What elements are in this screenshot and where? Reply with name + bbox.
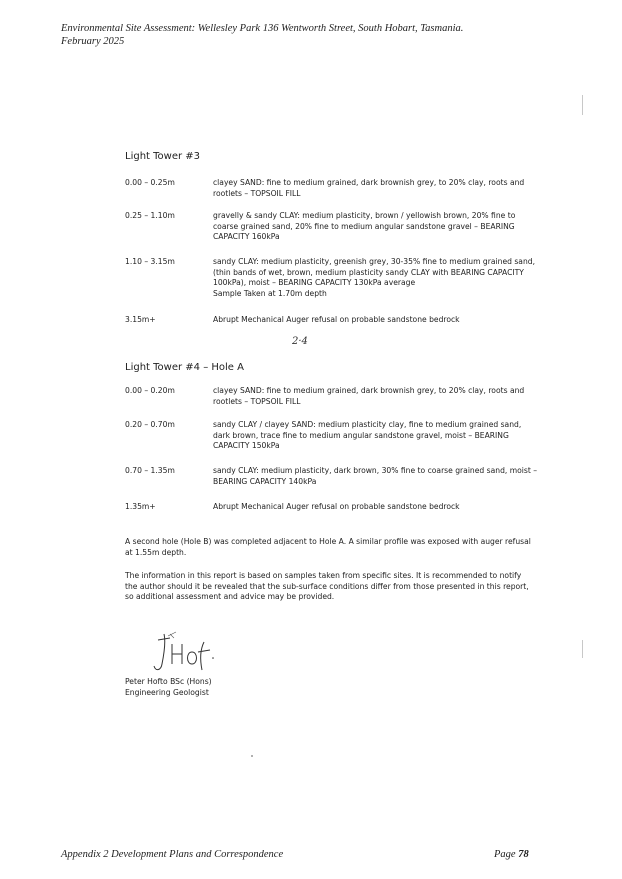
depth-range: 0.20 – 0.70m — [125, 420, 175, 429]
sample-note: Sample Taken at 1.70m depth — [213, 288, 327, 298]
depth-range: 1.35m+ — [125, 502, 156, 511]
scan-edge-mark — [582, 95, 583, 115]
document-header — [61, 22, 581, 48]
depth-range: 0.70 – 1.35m — [125, 466, 175, 475]
tower3-title: Light Tower #3 — [125, 151, 201, 162]
footer-page — [494, 849, 529, 860]
depth-range: 0.00 – 0.25m — [125, 178, 175, 187]
soil-description: Abrupt Mechanical Auger refusal on probable sandstone bedrock — [213, 502, 460, 511]
soil-description: sandy CLAY / clayey SAND: medium plasticity clay, fine to medium grained sand, dark brown, trace fine to medium angular sandstone gravel, moist – BEARING CAPACITY 150kPa — [213, 420, 522, 450]
hole-b-paragraph: A second hole (Hole B) was completed adjacent to Hole A. A similar profile was exposed with auger refusal at 1.55m depth. — [125, 537, 531, 557]
footer-appendix: Appendix 2 Development Plans and Correspondence — [61, 849, 284, 860]
depth-range: 0.25 – 1.10m — [125, 211, 175, 220]
handwritten-note: 2·4 — [292, 336, 308, 347]
page-label: Page — [494, 849, 516, 860]
soil-description — [213, 257, 538, 299]
depth-range: 1.10 – 3.15m — [125, 257, 175, 266]
depth-range: 3.15m+ — [125, 315, 156, 324]
author-name: Peter Hofto BSc (Hons) — [125, 677, 212, 686]
signature — [150, 630, 220, 678]
header-title: Environmental Site Assessment: Wellesley Park 136 Wentworth Street, South Hobart, Tasmania. — [61, 23, 464, 34]
soil-description: clayey SAND: fine to medium grained, dark brownish grey, to 20% clay, roots and rootlets – TOPSOIL FILL — [213, 178, 525, 198]
signoff-block — [125, 676, 212, 698]
disclaimer-paragraph: The information in this report is based on samples taken from specific sites. It is recommended to notify the author should it be revealed that the sub-surface conditions differ from those presented in this report, so additional assessment and advice may be provided. — [125, 571, 529, 601]
soil-description: sandy CLAY: medium plasticity, dark brown, 30% fine to coarse grained sand, moist – BEARING CAPACITY 140kPa — [213, 466, 538, 486]
soil-description: Abrupt Mechanical Auger refusal on probable sandstone bedrock — [213, 315, 460, 324]
scan-edge-mark — [582, 640, 583, 658]
page-number: 78 — [518, 849, 529, 860]
soil-description: clayey SAND: fine to medium grained, dark brownish grey, to 20% clay, roots and rootlets – TOPSOIL FILL — [213, 386, 525, 406]
header-date: February 2025 — [61, 36, 125, 47]
author-role: Engineering Geologist — [125, 688, 209, 697]
depth-range: 0.00 – 0.20m — [125, 386, 175, 395]
tower4-title: Light Tower #4 – Hole A — [125, 362, 244, 373]
soil-description-text: sandy CLAY: medium plasticity, greenish grey, 30-35% fine to medium grained sand, (thin bands of wet, brown, medium plasticity sandy CLAY with BEARING CAPACITY 100kPa), moist – BEARING CAPACITY 130kPa average — [213, 257, 536, 287]
scan-speck — [251, 755, 253, 757]
soil-description: gravelly & sandy CLAY: medium plasticity, brown / yellowish brown, 20% fine to coarse grained sand, 20% fine to medium angular sandstone gravel – BEARING CAPACITY 160kPa — [213, 211, 516, 241]
